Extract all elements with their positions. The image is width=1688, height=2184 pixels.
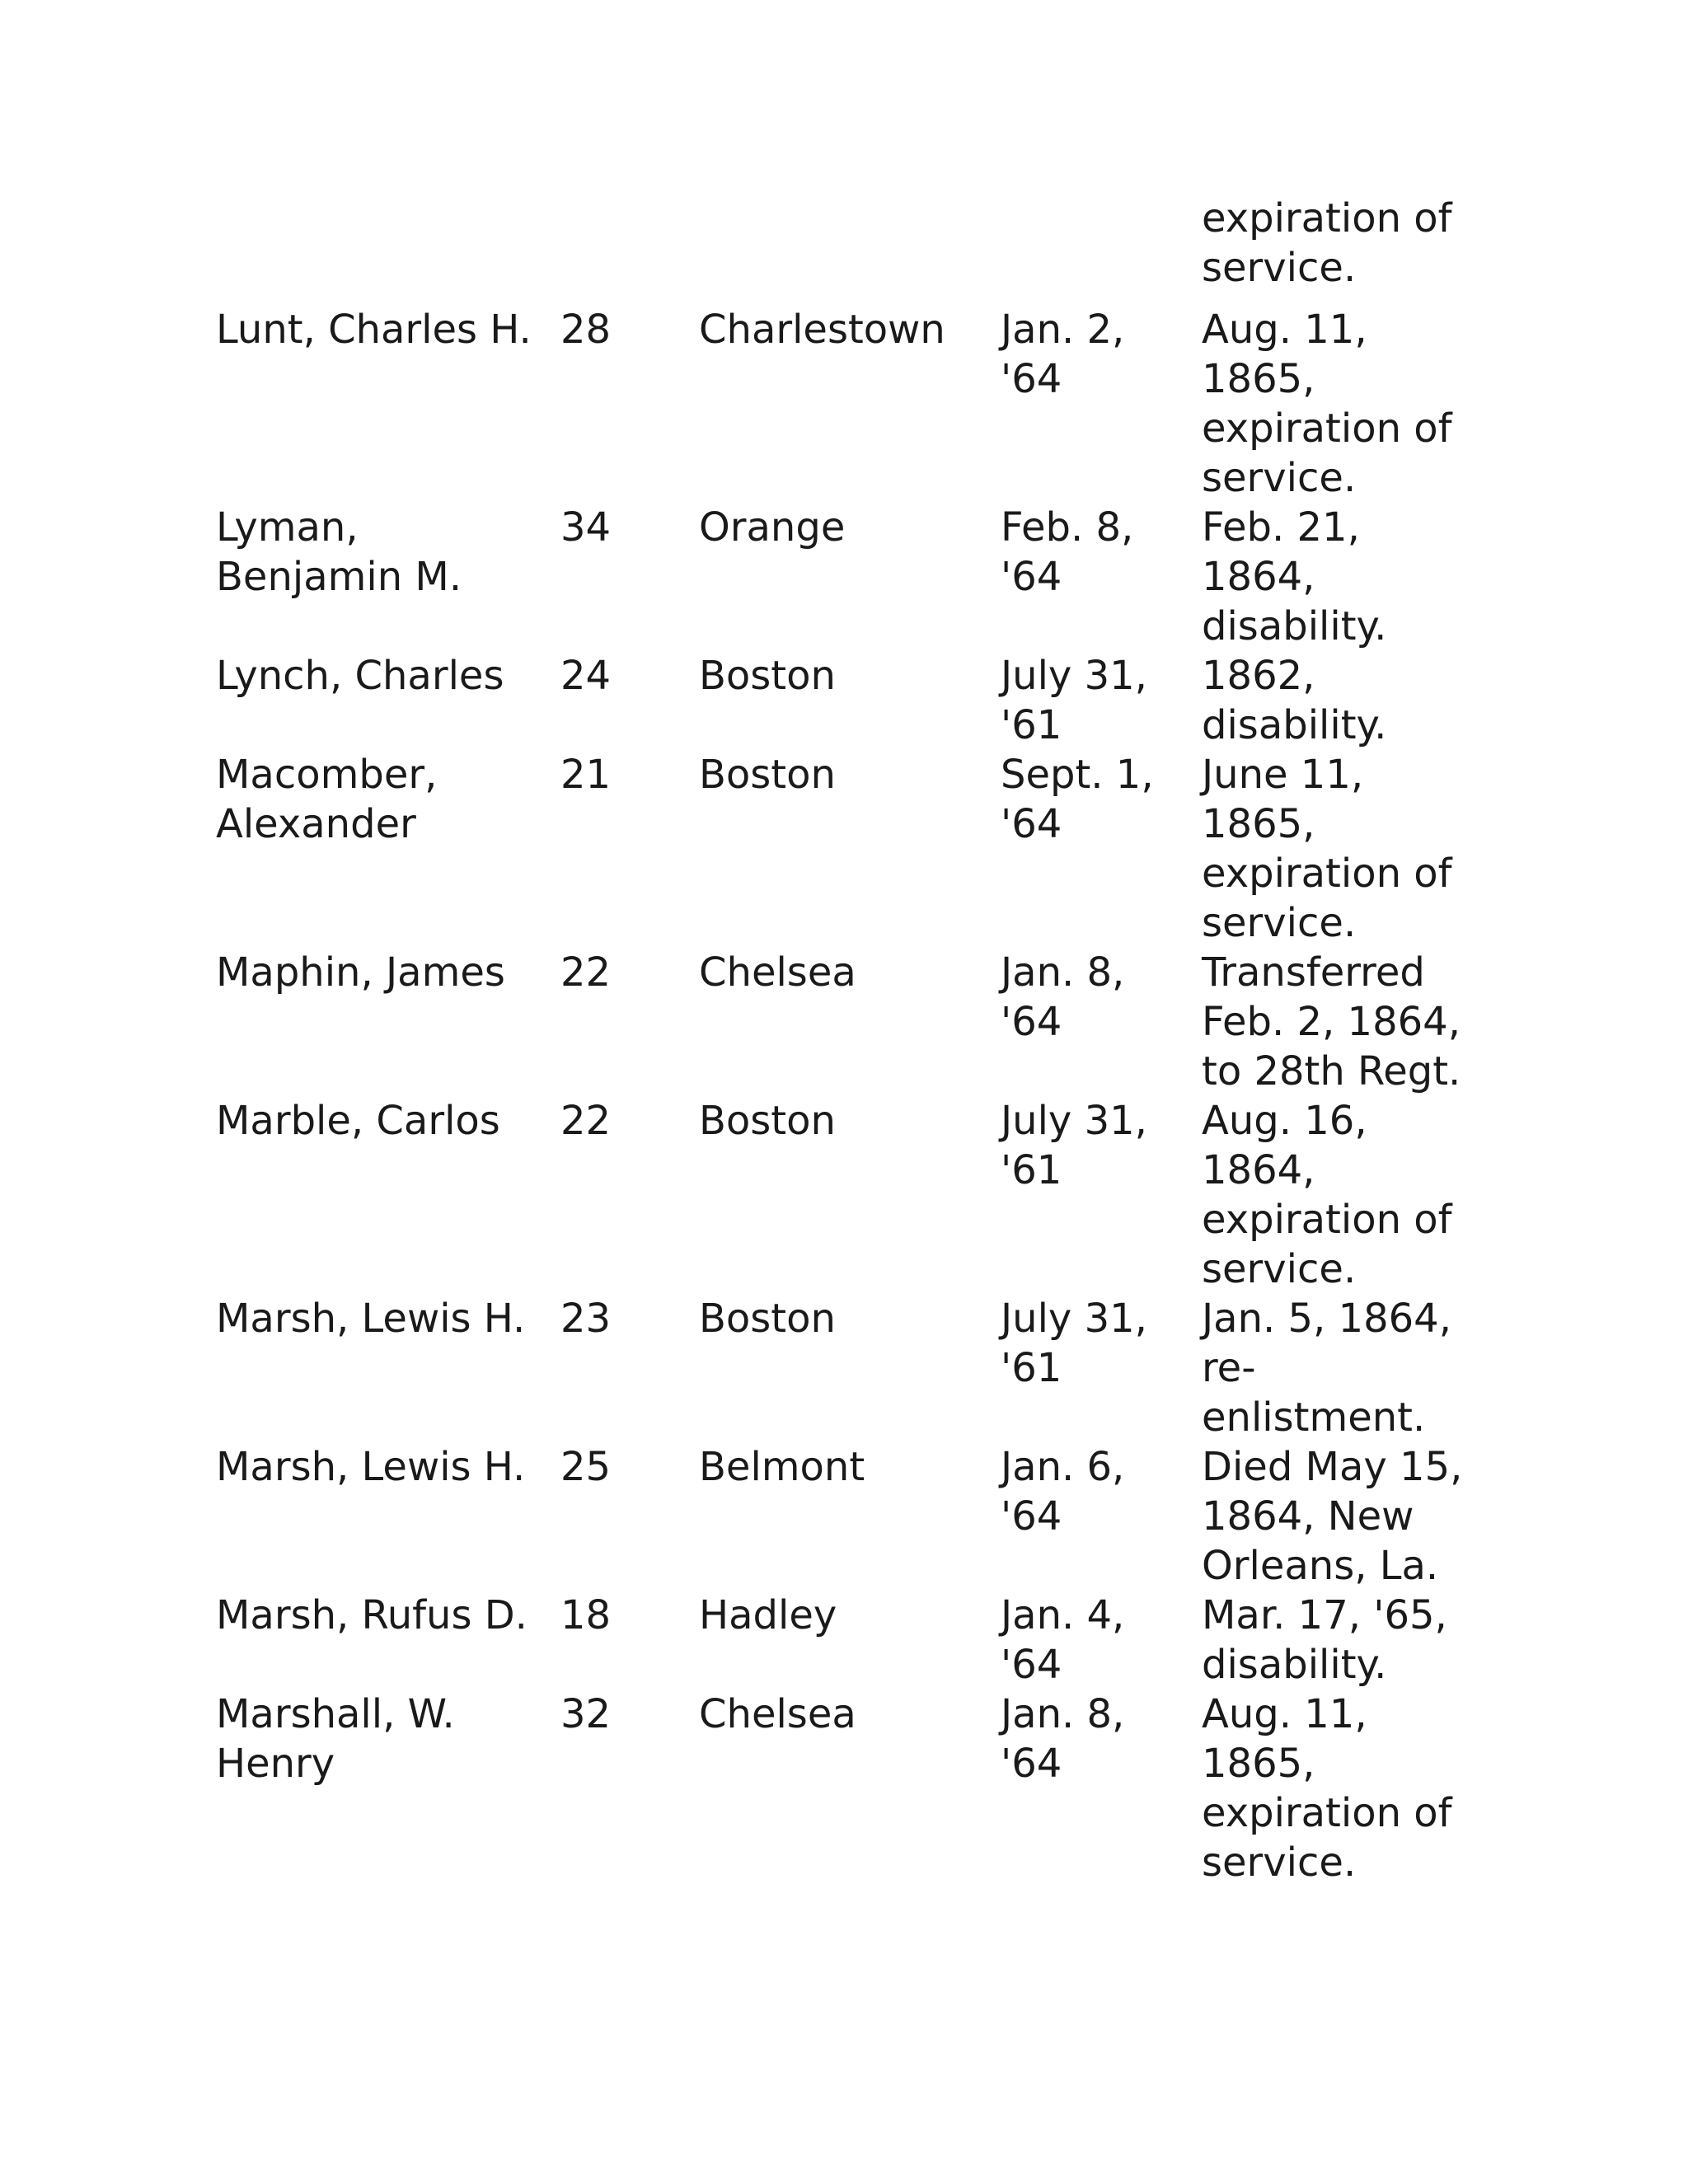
muster-date-cell: Jan. 2, '64 (1001, 307, 1125, 402)
termination-cell: Feb. 21, 1864, disability. (1202, 504, 1387, 649)
age-cell: 32 (560, 1691, 612, 1737)
muster-date-cell: Jan. 8, '64 (1001, 949, 1125, 1045)
name-cell: Marble, Carlos (216, 1098, 500, 1144)
name-cell: Marshall, W. Henry (216, 1691, 455, 1787)
table-row (216, 1591, 1498, 1690)
termination-cell: Died May 15, 1864, New Orleans, La. (1202, 1444, 1463, 1589)
muster-date-cell: Jan. 6, '64 (1001, 1444, 1125, 1540)
termination-cell: Aug. 11, 1865, expiration of service. (1202, 307, 1452, 501)
name-cell: Macomber, Alexander (216, 752, 438, 847)
termination-cell: Transferred Feb. 2, 1864, to 28th Regt. (1202, 949, 1461, 1094)
name-cell: Lynch, Charles (216, 653, 504, 699)
termination-cell: Jan. 5, 1864, re- enlistment. (1202, 1296, 1451, 1441)
table-row (216, 948, 1498, 1096)
name-cell: Marsh, Rufus D. (216, 1592, 528, 1638)
name-cell: Lunt, Charles H. (216, 307, 532, 353)
table-row (216, 1690, 1498, 1887)
muster-date-cell: Jan. 4, '64 (1001, 1592, 1125, 1688)
name-cell: Marsh, Lewis H. (216, 1444, 526, 1490)
termination-cell: June 11, 1865, expiration of service. (1202, 752, 1452, 946)
age-cell: 22 (560, 949, 612, 996)
age-cell: 24 (560, 653, 612, 699)
age-cell: 23 (560, 1296, 612, 1342)
residence-cell: Boston (699, 1098, 836, 1144)
table-row (216, 1096, 1498, 1294)
table-row (216, 651, 1498, 750)
age-cell: 34 (560, 504, 612, 551)
residence-cell: Orange (699, 504, 846, 551)
residence-cell: Charlestown (699, 307, 945, 353)
residence-cell: Chelsea (699, 949, 856, 996)
muster-date-cell: Sept. 1, '64 (1001, 752, 1154, 847)
residence-cell: Boston (699, 752, 836, 798)
table-row (216, 503, 1498, 651)
table-row (216, 1442, 1498, 1591)
age-cell: 18 (560, 1592, 612, 1638)
muster-date-cell: Jan. 8, '64 (1001, 1691, 1125, 1787)
name-cell: Marsh, Lewis H. (216, 1296, 526, 1342)
continued-entry-text: expiration of service. (1202, 195, 1452, 291)
roster-table (216, 305, 1498, 1887)
age-cell: 21 (560, 752, 612, 798)
muster-date-cell: Feb. 8, '64 (1001, 504, 1134, 600)
termination-cell: 1862, disability. (1202, 653, 1387, 748)
termination-cell: Aug. 16, 1864, expiration of service. (1202, 1098, 1452, 1292)
termination-cell: Aug. 11, 1865, expiration of service. (1202, 1691, 1452, 1886)
muster-date-cell: July 31, '61 (1001, 653, 1147, 748)
residence-cell: Boston (699, 1296, 836, 1342)
muster-date-cell: July 31, '61 (1001, 1098, 1147, 1193)
residence-cell: Hadley (699, 1592, 837, 1638)
residence-cell: Belmont (699, 1444, 865, 1490)
name-cell: Maphin, James (216, 949, 505, 996)
age-cell: 22 (560, 1098, 612, 1144)
termination-cell: Mar. 17, '65, disability. (1202, 1592, 1447, 1688)
table-row (216, 1294, 1498, 1442)
age-cell: 25 (560, 1444, 612, 1490)
age-cell: 28 (560, 307, 612, 353)
residence-cell: Chelsea (699, 1691, 856, 1737)
name-cell: Lyman, Benjamin M. (216, 504, 462, 600)
residence-cell: Boston (699, 653, 836, 699)
table-row (216, 750, 1498, 948)
muster-date-cell: July 31, '61 (1001, 1296, 1147, 1391)
table-row (216, 305, 1498, 503)
